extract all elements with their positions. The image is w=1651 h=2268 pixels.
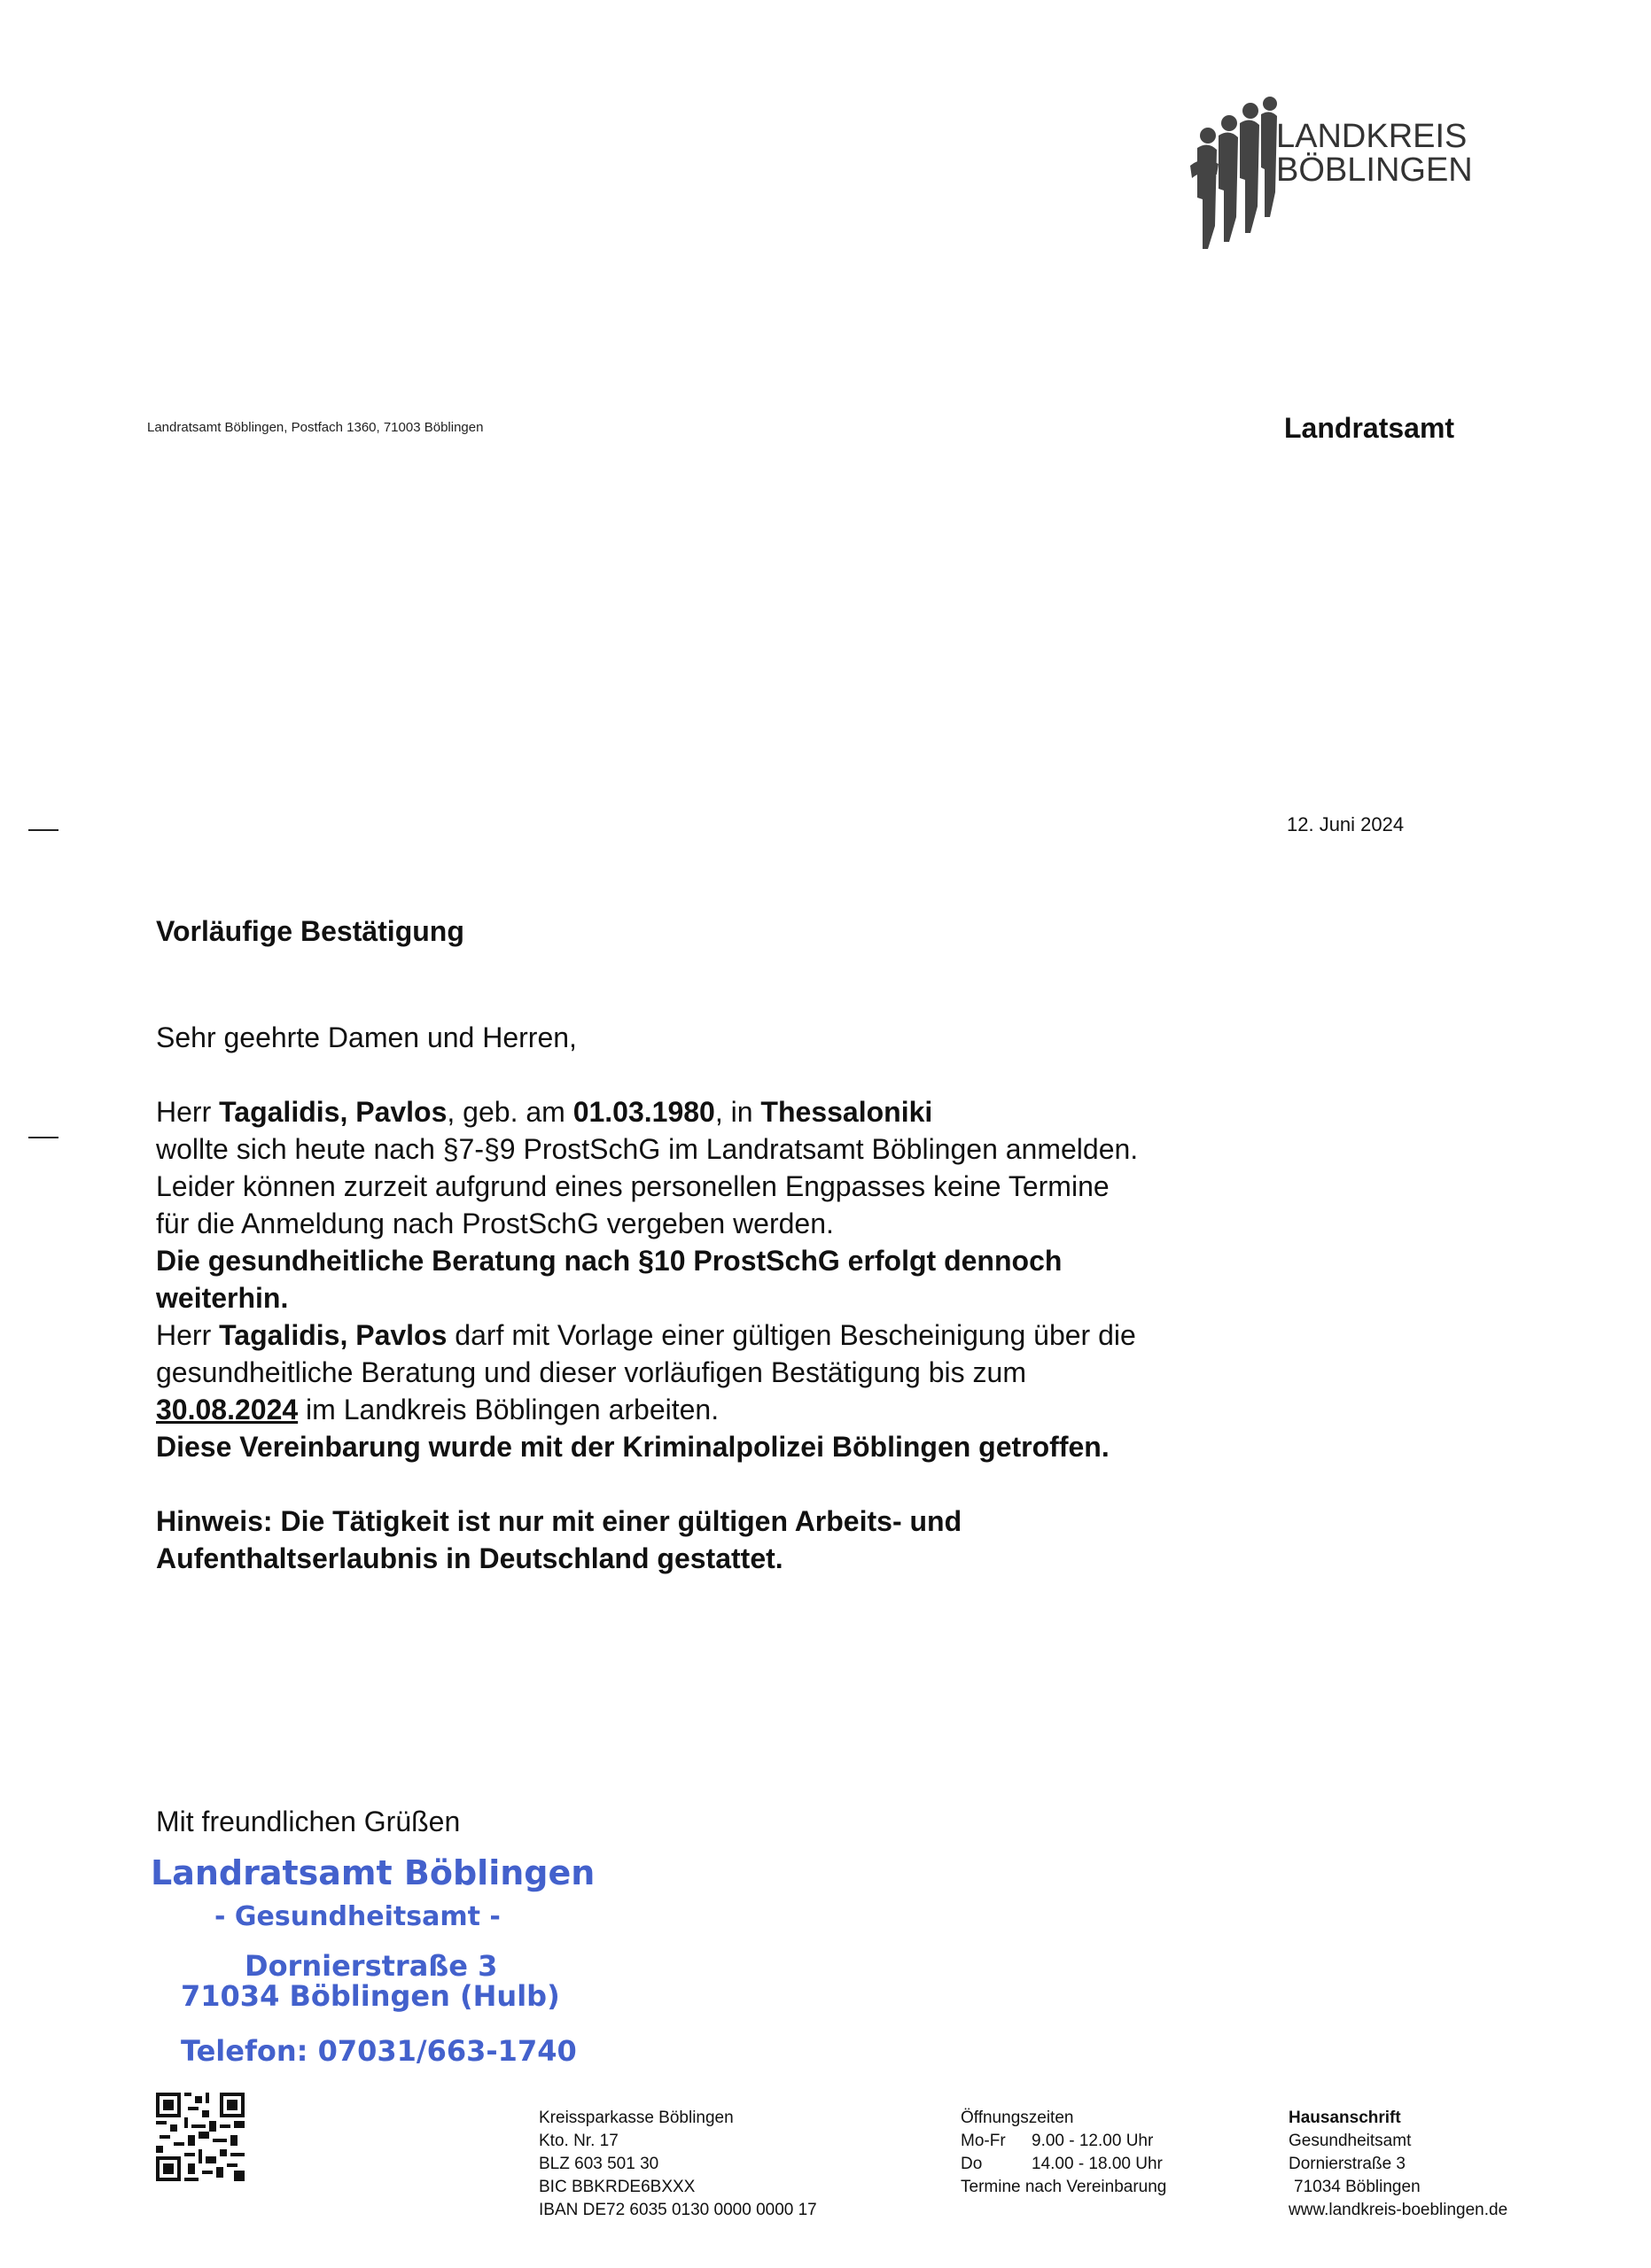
footer-bank-details bbox=[539, 2107, 817, 2222]
letter-subject: Vorläufige Bestätigung bbox=[156, 915, 464, 947]
hours-row bbox=[961, 2153, 1166, 2176]
text-fragment: darf mit Vorlage einer gültigen Bescheinigung über die bbox=[447, 1319, 1136, 1351]
bank-line: IBAN DE72 6035 0130 0000 0000 17 bbox=[539, 2201, 817, 2219]
address-line: 71034 Böblingen bbox=[1294, 2178, 1421, 2196]
birth-date: 01.03.1980 bbox=[572, 1096, 715, 1128]
stamp-line-1: Landratsamt Böblingen bbox=[151, 1853, 596, 1892]
bold-statement-text: Die gesundheitliche Beratung nach §10 ProstSchG erfolgt dennoch weiterhin. bbox=[156, 1245, 1063, 1314]
body-line-7 bbox=[156, 1391, 1308, 1428]
body-bold-statement bbox=[156, 1242, 1202, 1317]
logo-text bbox=[1276, 120, 1473, 187]
person-name: Tagalidis, Pavlos bbox=[219, 1096, 448, 1128]
fold-mark-top bbox=[28, 829, 58, 831]
text-fragment: im Landkreis Böblingen arbeiten. bbox=[298, 1394, 720, 1425]
note-text-2: Aufenthaltserlaubnis in Deutschland gestattet. bbox=[156, 1542, 783, 1574]
qr-code-icon bbox=[156, 2093, 245, 2181]
bank-line: BLZ 603 501 30 bbox=[539, 2155, 659, 2173]
landkreis-figures-logo-icon bbox=[1183, 93, 1281, 261]
address-line: Gesundheitsamt bbox=[1289, 2132, 1412, 2150]
person-name: Tagalidis, Pavlos bbox=[219, 1319, 448, 1351]
body-line-2: wollte sich heute nach §7-§9 ProstSchG im Landratsamt Böblingen anmelden. bbox=[156, 1133, 1139, 1165]
bank-line: Kreissparkasse Böblingen bbox=[539, 2109, 734, 2127]
hours-title: Öffnungszeiten bbox=[961, 2109, 1074, 2127]
letter-date: 12. Juni 2024 bbox=[1287, 813, 1405, 835]
footer-opening-hours bbox=[961, 2107, 1166, 2199]
body-line-4: für die Anmeldung nach ProstSchG vergeben werden. bbox=[156, 1208, 834, 1239]
text-fragment: Herr bbox=[156, 1319, 220, 1351]
text-fragment: , in bbox=[714, 1096, 761, 1128]
paragraph-gap bbox=[156, 1465, 1308, 1503]
department-heading: Landratsamt bbox=[1284, 412, 1455, 444]
valid-until-date: 30.08.2024 bbox=[156, 1394, 299, 1425]
body-line-6: gesundheitliche Beratung und dieser vorläufigen Bestätigung bis zum bbox=[156, 1356, 1026, 1388]
agreement-text: Diese Vereinbarung wurde mit der Kriminalpolizei Böblingen getroffen. bbox=[156, 1431, 1110, 1463]
hours-time: 14.00 - 18.00 Uhr bbox=[1032, 2155, 1163, 2173]
stamp-line-4: 71034 Böblingen (Hulb) bbox=[181, 1979, 560, 2013]
sender-return-address: Landratsamt Böblingen, Postfach 1360, 71003 Böblingen bbox=[147, 420, 484, 435]
hours-day: Do bbox=[961, 2155, 983, 2173]
hours-note: Termine nach Vereinbarung bbox=[961, 2178, 1167, 2196]
fold-mark-middle bbox=[28, 1137, 58, 1138]
note-line-1 bbox=[156, 1503, 1308, 1540]
bank-line: Kto. Nr. 17 bbox=[539, 2132, 619, 2150]
hours-day: Mo-Fr bbox=[961, 2132, 1006, 2150]
note-line-2 bbox=[156, 1540, 1308, 1577]
body-line-5 bbox=[156, 1317, 1308, 1354]
landkreis-logo bbox=[1183, 93, 1502, 261]
hours-row bbox=[961, 2130, 1166, 2153]
birth-place: Thessaloniki bbox=[760, 1096, 933, 1128]
text-fragment: , geb. am bbox=[447, 1096, 573, 1128]
note-text-1: Hinweis: Die Tätigkeit ist nur mit einer gültigen Arbeits- und bbox=[156, 1505, 962, 1537]
bank-line: BIC BBKRDE6BXXX bbox=[539, 2178, 696, 2196]
body-line-3: Leider können zurzeit aufgrund eines personellen Engpasses keine Termine bbox=[156, 1170, 1110, 1202]
agreement-statement bbox=[156, 1428, 1308, 1465]
logo-line-2: BÖBLINGEN bbox=[1276, 151, 1473, 189]
hours-time: 9.00 - 12.00 Uhr bbox=[1032, 2132, 1154, 2150]
website-link[interactable]: www.landkreis-boeblingen.de bbox=[1289, 2201, 1508, 2219]
logo-line-1: LANDKREIS bbox=[1276, 118, 1468, 155]
qr-code bbox=[156, 2093, 245, 2181]
stamp-line-3: Dornierstraße 3 bbox=[245, 1949, 498, 1983]
address-title: Hausanschrift bbox=[1289, 2109, 1401, 2127]
footer-address bbox=[1289, 2107, 1507, 2222]
letter-body bbox=[156, 1019, 1308, 1577]
stamp-line-2: - Gesundheitsamt - bbox=[214, 1901, 501, 1932]
body-line-1 bbox=[156, 1093, 1308, 1130]
closing-greeting: Mit freundlichen Grüßen bbox=[156, 1806, 461, 1837]
text-fragment: Herr bbox=[156, 1096, 220, 1128]
address-line: Dornierstraße 3 bbox=[1289, 2155, 1406, 2173]
salutation: Sehr geehrte Damen und Herren, bbox=[156, 1021, 577, 1053]
stamp-line-5: Telefon: 07031/663-1740 bbox=[181, 2034, 577, 2068]
